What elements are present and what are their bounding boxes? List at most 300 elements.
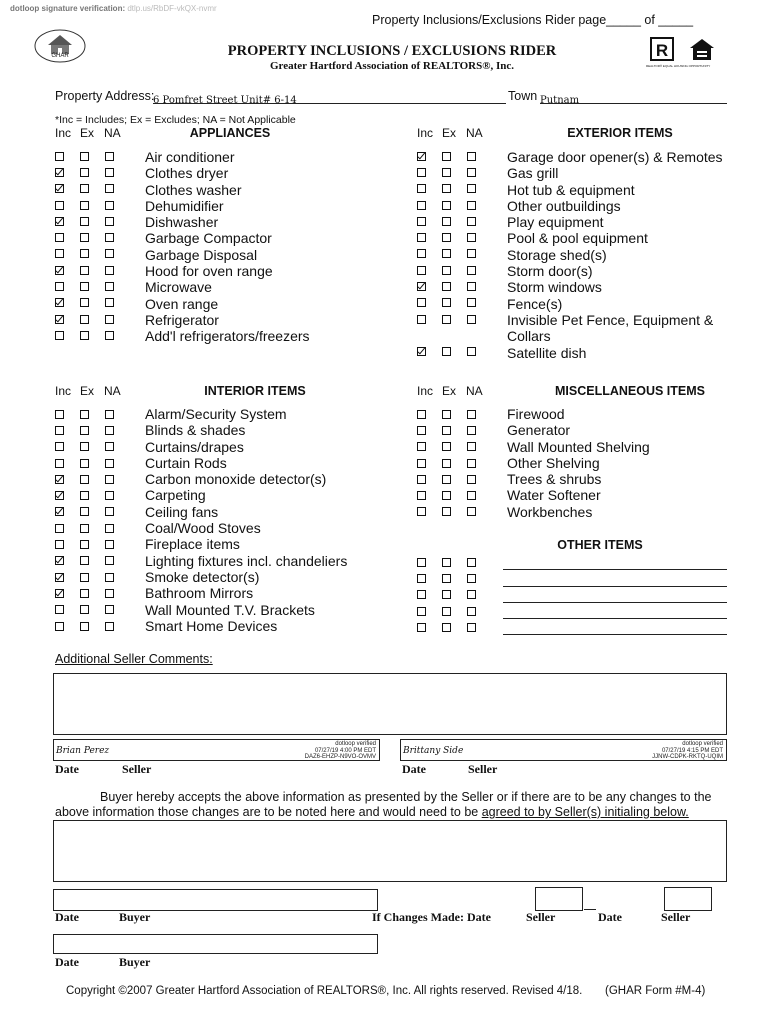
exterior-header: EXTERIOR ITEMS — [567, 126, 673, 140]
appliances-checkbox-row — [55, 311, 130, 327]
exterior-inc-checkbox[interactable] — [417, 201, 426, 210]
dotloop-code[interactable]: dtlp.us/RbDF-vkQX-nvmr — [127, 4, 217, 13]
exterior-na-checkbox[interactable] — [467, 298, 476, 307]
appliances-ex-checkbox[interactable] — [80, 201, 89, 210]
exterior-ex-checkbox[interactable] — [442, 152, 451, 161]
exterior-item-label: Invisible Pet Fence, Equipment & — [507, 311, 714, 328]
buyer-paragraph-line2b: agreed to by Seller(s) initialing below. — [481, 805, 689, 819]
misc-header: MISCELLANEOUS ITEMS — [554, 384, 705, 398]
exterior-checkbox-row — [417, 278, 492, 294]
property-address-label: Property Address: — [55, 89, 155, 103]
exterior-na-checkbox[interactable] — [467, 347, 476, 356]
exterior-checkbox-row — [417, 213, 492, 229]
appliances-ex-checkbox[interactable] — [80, 315, 89, 324]
exterior-inc-checkbox[interactable] — [417, 233, 426, 242]
interior-labels — [145, 406, 347, 634]
form-number: (GHAR Form #M-4) — [605, 985, 706, 997]
col-header-na-left-2: NA — [104, 384, 121, 398]
exterior-item-label: Pool & pool equipment — [507, 230, 648, 247]
interior-ex-checkbox[interactable] — [80, 507, 89, 516]
if-changes-label: If Changes Made: Date — [372, 910, 491, 924]
page-title: PROPERTY INCLUSIONS / EXCLUSIONS RIDER — [227, 43, 557, 59]
seller-2-signature-text: Brittany Side — [403, 746, 464, 756]
exterior-inc-checkbox[interactable] — [417, 347, 426, 356]
appliances-inc-checkbox[interactable] — [55, 298, 64, 307]
appliances-inc-checkbox[interactable] — [55, 152, 64, 161]
town-field[interactable] — [540, 89, 727, 104]
initial-seller-label-1: Seller — [526, 910, 556, 924]
interior-item-label: Curtain Rods — [145, 454, 227, 471]
appliances-ex-checkbox[interactable] — [80, 217, 89, 226]
appliances-na-checkbox[interactable] — [105, 315, 114, 324]
exterior-inc-checkbox[interactable] — [417, 298, 426, 307]
additional-comments-box[interactable] — [53, 673, 727, 735]
interior-checkboxes — [55, 406, 130, 634]
exterior-na-checkbox[interactable] — [467, 266, 476, 275]
misc-checkbox-row — [417, 504, 492, 520]
exterior-inc-checkbox[interactable] — [417, 168, 426, 177]
misc-ex-checkbox[interactable] — [442, 442, 451, 451]
interior-ex-checkbox[interactable] — [80, 622, 89, 631]
additional-comments-label: Additional Seller Comments: — [55, 652, 213, 666]
exterior-checkbox-row — [417, 311, 492, 327]
appliances-item-label: Air conditioner — [145, 149, 235, 165]
appliances-checkbox-row — [55, 262, 130, 278]
misc-inc-checkbox[interactable] — [417, 475, 426, 484]
exterior-item-label: Storm windows — [507, 279, 602, 296]
appliances-checkbox-row — [55, 164, 130, 180]
appliances-item-label: Garbage Disposal — [145, 246, 258, 263]
interior-ex-checkbox[interactable] — [80, 556, 89, 565]
interior-ex-checkbox[interactable] — [80, 475, 89, 484]
interior-na-checkbox[interactable] — [105, 459, 114, 468]
interior-checkbox-row — [55, 553, 130, 569]
realtor-logo-icon — [650, 37, 674, 65]
appliances-na-checkbox[interactable] — [105, 266, 114, 275]
seller-1-signature-text: Brian Perez — [56, 746, 110, 756]
misc-ex-checkbox[interactable] — [442, 491, 451, 500]
page-subtitle: Greater Hartford Association of REALTORS®, Inc. — [269, 60, 514, 72]
appliances-checkboxes — [55, 148, 130, 344]
interior-item-label: Bathroom Mirrors — [145, 585, 254, 602]
interior-na-checkbox[interactable] — [105, 589, 114, 598]
appliances-na-checkbox[interactable] — [105, 152, 114, 161]
appliances-checkbox-row — [55, 229, 130, 245]
seller-1-date-label: Date — [55, 762, 79, 776]
row-spacer — [417, 327, 492, 343]
misc-inc-checkbox[interactable] — [417, 507, 426, 516]
property-address-field[interactable] — [153, 89, 506, 104]
exterior-checkbox-row — [417, 197, 492, 213]
misc-na-checkbox[interactable] — [467, 475, 476, 484]
exterior-na-checkbox[interactable] — [467, 184, 476, 193]
misc-checkbox-row — [417, 471, 492, 487]
buyer-2-date-label: Date — [55, 955, 79, 969]
interior-na-checkbox[interactable] — [105, 556, 114, 565]
interior-checkbox-row — [55, 618, 130, 634]
buyer-paragraph-line2a: above information those changes are to be noted here and would need to be — [55, 805, 482, 819]
appliances-inc-checkbox[interactable] — [55, 266, 64, 275]
other-inc-checkbox[interactable] — [417, 574, 426, 583]
initial-date-label: Date — [598, 910, 622, 924]
exterior-inc-checkbox[interactable] — [417, 184, 426, 193]
interior-na-checkbox[interactable] — [105, 540, 114, 549]
appliances-na-checkbox[interactable] — [105, 331, 114, 340]
misc-ex-checkbox[interactable] — [442, 475, 451, 484]
buyer-changes-box[interactable] — [53, 820, 727, 882]
interior-inc-checkbox[interactable] — [55, 556, 64, 565]
appliances-ex-checkbox[interactable] — [80, 233, 89, 242]
interior-item-label: Wall Mounted T.V. Brackets — [145, 601, 315, 618]
seller-1-dotloop-verified: dotloop verified — [335, 741, 376, 747]
appliances-header: APPLIANCES — [189, 126, 271, 140]
other-lines — [503, 554, 727, 635]
exterior-ex-checkbox[interactable] — [442, 347, 451, 356]
exterior-na-checkbox[interactable] — [467, 315, 476, 324]
house-logo-icon — [34, 28, 86, 64]
interior-checkbox-row — [55, 471, 130, 487]
appliances-item-label: Microwave — [145, 279, 212, 296]
buyer-signature-1[interactable] — [53, 889, 378, 911]
appliances-labels — [145, 149, 310, 345]
exterior-na-checkbox[interactable] — [467, 201, 476, 210]
interior-ex-checkbox[interactable] — [80, 491, 89, 500]
seller-initial-1[interactable] — [535, 887, 583, 911]
interior-ex-checkbox[interactable] — [80, 573, 89, 582]
interior-ex-checkbox[interactable] — [80, 426, 89, 435]
interior-na-checkbox[interactable] — [105, 622, 114, 631]
interior-item-label: Lighting fixtures incl. chandeliers — [145, 552, 348, 569]
col-header-ex-right: Ex — [442, 126, 457, 140]
appliances-ex-checkbox[interactable] — [80, 331, 89, 340]
misc-item-label: Wall Mounted Shelving — [507, 438, 650, 455]
exterior-inc-checkbox[interactable] — [417, 249, 426, 258]
other-inc-checkbox[interactable] — [417, 623, 426, 632]
interior-item-label: Fireplace items — [145, 536, 240, 553]
interior-inc-checkbox[interactable] — [55, 573, 64, 582]
interior-item-label: Ceiling fans — [145, 503, 219, 520]
interior-inc-checkbox[interactable] — [55, 589, 64, 598]
appliances-checkbox-row — [55, 213, 130, 229]
col-header-inc-right-2: Inc — [417, 384, 434, 398]
exterior-na-checkbox[interactable] — [467, 233, 476, 242]
appliances-inc-checkbox[interactable] — [55, 184, 64, 193]
interior-inc-checkbox[interactable] — [55, 426, 64, 435]
appliances-inc-checkbox[interactable] — [55, 331, 64, 340]
page-header: Property Inclusions/Exclusions Rider page_____ of _____ — [372, 13, 694, 27]
misc-inc-checkbox[interactable] — [417, 442, 426, 451]
misc-item-label: Workbenches — [507, 503, 593, 520]
misc-checkbox-row — [417, 487, 492, 503]
interior-ex-checkbox[interactable] — [80, 442, 89, 451]
other-item-line[interactable] — [503, 587, 727, 603]
appliances-item-label: Garbage Compactor — [145, 230, 272, 247]
interior-ex-checkbox[interactable] — [80, 459, 89, 468]
interior-inc-checkbox[interactable] — [55, 475, 64, 484]
appliances-ex-checkbox[interactable] — [80, 168, 89, 177]
exterior-item-label: Hot tub & equipment — [507, 181, 635, 198]
col-header-ex-left: Ex — [80, 126, 95, 140]
exterior-checkbox-row — [417, 295, 492, 311]
col-header-inc-right: Inc — [417, 126, 434, 140]
appliances-ex-checkbox[interactable] — [80, 282, 89, 291]
buyer-1-label: Buyer — [119, 910, 151, 924]
exterior-checkbox-row — [417, 344, 492, 360]
appliances-item-label: Add'l refrigerators/freezers — [145, 328, 310, 345]
other-ex-checkbox[interactable] — [442, 558, 451, 567]
appliances-na-checkbox[interactable] — [105, 184, 114, 193]
exterior-ex-checkbox[interactable] — [442, 233, 451, 242]
seller-1-verify-code: DAZ6-EHZP-N9VO-OVMV — [304, 754, 376, 760]
property-address-value: 6 Pomfret Street Unit# 6-14 — [153, 95, 297, 106]
interior-na-checkbox[interactable] — [105, 491, 114, 500]
exterior-ex-checkbox[interactable] — [442, 282, 451, 291]
appliances-na-checkbox[interactable] — [105, 168, 114, 177]
appliances-inc-checkbox[interactable] — [55, 315, 64, 324]
interior-checkbox-row — [55, 602, 130, 618]
exterior-ex-checkbox[interactable] — [442, 217, 451, 226]
interior-na-checkbox[interactable] — [105, 605, 114, 614]
interior-item-label: Blinds & shades — [145, 422, 246, 439]
other-na-checkbox[interactable] — [467, 590, 476, 599]
interior-inc-checkbox[interactable] — [55, 540, 64, 549]
misc-checkbox-row — [417, 455, 492, 471]
exterior-inc-checkbox[interactable] — [417, 152, 426, 161]
other-na-checkbox[interactable] — [467, 558, 476, 567]
interior-checkbox-row — [55, 422, 130, 438]
misc-item-label: Other Shelving — [507, 454, 600, 471]
appliances-checkbox-row — [55, 148, 130, 164]
interior-ex-checkbox[interactable] — [80, 605, 89, 614]
other-na-checkbox[interactable] — [467, 623, 476, 632]
other-ex-checkbox[interactable] — [442, 623, 451, 632]
exterior-ex-checkbox[interactable] — [442, 298, 451, 307]
appliances-checkbox-row — [55, 246, 130, 262]
town-value: Putnam — [540, 95, 580, 106]
exterior-item-label: Play equipment — [507, 214, 604, 231]
appliances-item-label: Oven range — [145, 295, 219, 312]
dotloop-label: dotloop signature verification: — [10, 4, 126, 13]
interior-ex-checkbox[interactable] — [80, 540, 89, 549]
appliances-na-checkbox[interactable] — [105, 233, 114, 242]
other-checkbox-row — [417, 603, 492, 619]
interior-checkbox-row — [55, 520, 130, 536]
appliances-inc-checkbox[interactable] — [55, 168, 64, 177]
other-item-line[interactable] — [503, 570, 727, 586]
other-items-header: OTHER ITEMS — [557, 538, 643, 552]
interior-checkbox-row — [55, 487, 130, 503]
col-header-na-left: NA — [104, 126, 121, 140]
misc-item-label: Firewood — [507, 406, 565, 422]
other-ex-checkbox[interactable] — [442, 574, 451, 583]
appliances-item-label: Clothes washer — [145, 181, 242, 198]
appliances-inc-checkbox[interactable] — [55, 249, 64, 258]
exterior-inc-checkbox[interactable] — [417, 266, 426, 275]
interior-item-label: Carpeting — [145, 487, 206, 504]
exterior-checkbox-row — [417, 148, 492, 164]
exterior-ex-checkbox[interactable] — [442, 315, 451, 324]
misc-checkbox-row — [417, 422, 492, 438]
interior-item-label: Coal/Wood Stoves — [145, 520, 261, 537]
interior-na-checkbox[interactable] — [105, 410, 114, 419]
interior-item-label: Curtains/drapes — [145, 438, 244, 455]
misc-ex-checkbox[interactable] — [442, 459, 451, 468]
other-ex-checkbox[interactable] — [442, 607, 451, 616]
appliances-na-checkbox[interactable] — [105, 298, 114, 307]
interior-checkbox-row — [55, 455, 130, 471]
appliances-checkbox-row — [55, 278, 130, 294]
misc-inc-checkbox[interactable] — [417, 410, 426, 419]
other-inc-checkbox[interactable] — [417, 558, 426, 567]
other-ex-checkbox[interactable] — [442, 590, 451, 599]
other-item-line[interactable] — [503, 619, 727, 635]
other-na-checkbox[interactable] — [467, 607, 476, 616]
appliances-ex-checkbox[interactable] — [80, 298, 89, 307]
dotloop-verification — [10, 4, 217, 13]
exterior-inc-checkbox[interactable] — [417, 282, 426, 291]
buyer-2-label: Buyer — [119, 955, 151, 969]
interior-ex-checkbox[interactable] — [80, 589, 89, 598]
col-header-na-right-2: NA — [466, 384, 483, 398]
other-item-line[interactable] — [503, 554, 727, 570]
seller-initial-2[interactable] — [664, 887, 712, 911]
appliances-inc-checkbox[interactable] — [55, 201, 64, 210]
interior-inc-checkbox[interactable] — [55, 410, 64, 419]
logo-caption: REALTOR® EQUAL HOUSING OPPORTUNITY — [646, 64, 711, 68]
exterior-na-checkbox[interactable] — [467, 217, 476, 226]
col-header-ex-right-2: Ex — [442, 384, 457, 398]
interior-ex-checkbox[interactable] — [80, 524, 89, 533]
interior-na-checkbox[interactable] — [105, 524, 114, 533]
exterior-na-checkbox[interactable] — [467, 152, 476, 161]
exterior-ex-checkbox[interactable] — [442, 266, 451, 275]
seller-signature-1[interactable] — [53, 739, 380, 761]
exterior-item-label: Garage door opener(s) & Remotes — [507, 149, 723, 165]
col-header-ex-left-2: Ex — [80, 384, 95, 398]
legend: *Inc = Includes; Ex = Excludes; NA = Not Applicable — [55, 114, 296, 126]
exterior-item-label: Gas grill — [507, 165, 559, 182]
exterior-inc-checkbox[interactable] — [417, 315, 426, 324]
other-item-line[interactable] — [503, 603, 727, 619]
interior-na-checkbox[interactable] — [105, 426, 114, 435]
other-inc-checkbox[interactable] — [417, 607, 426, 616]
misc-inc-checkbox[interactable] — [417, 426, 426, 435]
misc-ex-checkbox[interactable] — [442, 410, 451, 419]
exterior-ex-checkbox[interactable] — [442, 184, 451, 193]
buyer-signature-2[interactable] — [53, 934, 378, 954]
misc-item-label: Generator — [507, 422, 571, 439]
misc-checkbox-row — [417, 439, 492, 455]
exterior-na-checkbox[interactable] — [467, 282, 476, 291]
appliances-ex-checkbox[interactable] — [80, 249, 89, 258]
misc-na-checkbox[interactable] — [467, 507, 476, 516]
other-checkbox-row — [417, 619, 492, 635]
interior-na-checkbox[interactable] — [105, 573, 114, 582]
exterior-checkbox-row — [417, 164, 492, 180]
other-inc-checkbox[interactable] — [417, 590, 426, 599]
misc-checkbox-row — [417, 406, 492, 422]
misc-labels — [507, 406, 650, 520]
buyer-paragraph-line1: Buyer hereby accepts the above information as presented by the Seller or if there are to be any changes to the — [100, 790, 712, 804]
other-na-checkbox[interactable] — [467, 574, 476, 583]
appliances-ex-checkbox[interactable] — [80, 266, 89, 275]
seller-2-date-label: Date — [402, 762, 426, 776]
misc-item-label: Trees & shrubs — [507, 471, 602, 488]
interior-inc-checkbox[interactable] — [55, 622, 64, 631]
exterior-item-label: Other outbuildings — [507, 197, 621, 214]
interior-inc-checkbox[interactable] — [55, 442, 64, 451]
misc-ex-checkbox[interactable] — [442, 426, 451, 435]
interior-na-checkbox[interactable] — [105, 442, 114, 451]
interior-inc-checkbox[interactable] — [55, 605, 64, 614]
exterior-na-checkbox[interactable] — [467, 249, 476, 258]
interior-checkbox-row — [55, 439, 130, 455]
interior-inc-checkbox[interactable] — [55, 524, 64, 533]
misc-ex-checkbox[interactable] — [442, 507, 451, 516]
appliances-na-checkbox[interactable] — [105, 217, 114, 226]
appliances-na-checkbox[interactable] — [105, 249, 114, 258]
initial-seller-label-2: Seller — [661, 910, 691, 924]
appliances-checkbox-row — [55, 327, 130, 343]
appliances-ex-checkbox[interactable] — [80, 152, 89, 161]
interior-ex-checkbox[interactable] — [80, 410, 89, 419]
appliances-ex-checkbox[interactable] — [80, 184, 89, 193]
misc-na-checkbox[interactable] — [467, 410, 476, 419]
appliances-inc-checkbox[interactable] — [55, 282, 64, 291]
interior-checkbox-row — [55, 536, 130, 552]
misc-inc-checkbox[interactable] — [417, 459, 426, 468]
interior-na-checkbox[interactable] — [105, 507, 114, 516]
col-header-inc-left: Inc — [55, 126, 72, 140]
other-checkbox-row — [417, 570, 492, 586]
exterior-ex-checkbox[interactable] — [442, 249, 451, 258]
other-checkboxes — [417, 554, 492, 635]
misc-na-checkbox[interactable] — [467, 442, 476, 451]
exterior-ex-checkbox[interactable] — [442, 168, 451, 177]
appliances-inc-checkbox[interactable] — [55, 217, 64, 226]
seller-1-label: Seller — [122, 762, 152, 776]
misc-na-checkbox[interactable] — [467, 426, 476, 435]
appliances-item-label: Dehumidifier — [145, 197, 224, 214]
interior-inc-checkbox[interactable] — [55, 507, 64, 516]
exterior-item-label-cont: Collars — [507, 328, 551, 345]
misc-na-checkbox[interactable] — [467, 459, 476, 468]
appliances-item-label: Dishwasher — [145, 214, 219, 231]
interior-inc-checkbox[interactable] — [55, 491, 64, 500]
interior-item-label: Smoke detector(s) — [145, 568, 260, 585]
appliances-inc-checkbox[interactable] — [55, 233, 64, 242]
interior-inc-checkbox[interactable] — [55, 459, 64, 468]
exterior-na-checkbox[interactable] — [467, 168, 476, 177]
appliances-item-label: Refrigerator — [145, 311, 219, 328]
appliances-na-checkbox[interactable] — [105, 201, 114, 210]
appliances-checkbox-row — [55, 181, 130, 197]
interior-na-checkbox[interactable] — [105, 475, 114, 484]
seller-1-sign-date: 07/27/19 4:00 PM EDT — [314, 747, 376, 754]
misc-inc-checkbox[interactable] — [417, 491, 426, 500]
misc-na-checkbox[interactable] — [467, 491, 476, 500]
exterior-item-label: Satellite dish — [507, 344, 587, 361]
exterior-checkbox-row — [417, 181, 492, 197]
appliances-item-label: Hood for oven range — [145, 263, 273, 280]
exterior-ex-checkbox[interactable] — [442, 201, 451, 210]
exterior-inc-checkbox[interactable] — [417, 217, 426, 226]
town-label: Town — [508, 89, 538, 103]
col-header-inc-left-2: Inc — [55, 384, 72, 398]
appliances-na-checkbox[interactable] — [105, 282, 114, 291]
seller-signature-2[interactable] — [400, 739, 727, 761]
exterior-item-label: Storm door(s) — [507, 263, 593, 280]
